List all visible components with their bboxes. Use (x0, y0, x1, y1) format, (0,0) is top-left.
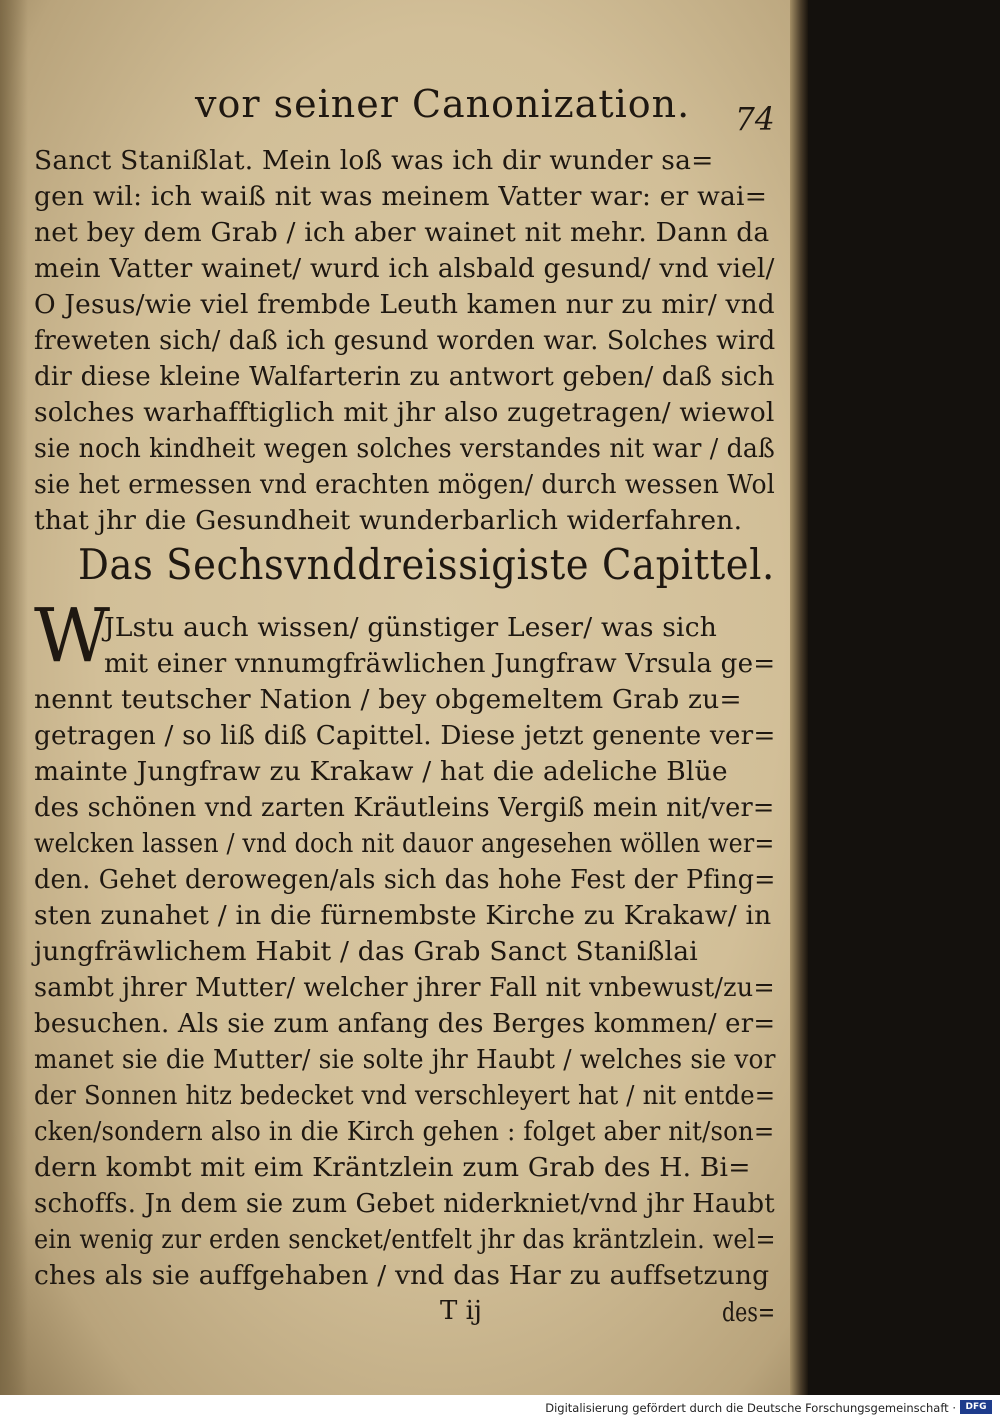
body-line: Sanct Stanißlat. Mein loß was ich dir wunder sa= (34, 145, 714, 176)
dfg-logo-icon: DFG (960, 1400, 992, 1414)
chapter-line: schoffs. Jn dem sie zum Gebet niderkniet/vnd jhr Haubt (34, 1188, 775, 1219)
chapter-line: der Sonnen hitz bedecket vnd verschleyert hat / nit entde= (34, 1080, 776, 1111)
chapter-line: den. Gehet derowegen/als sich das hohe Fest der Pfing= (34, 864, 776, 895)
chapter-line: dern kombt mit eim Kräntzlein zum Grab des H. Bi= (34, 1152, 751, 1183)
body-line: O Jesus/wie viel frembde Leuth kamen nur zu mir/ vnd (34, 289, 775, 320)
chapter-line: jungfräwlichem Habit / das Grab Sanct Stanißlai (34, 936, 698, 967)
chapter-line: getragen / so liß diß Capittel. Diese jetzt genente ver= (34, 720, 776, 751)
body-line: gen wil: ich waiß nit was meinem Vatter war: er wai= (34, 181, 768, 212)
body-line: that jhr die Gesundheit wunderbarlich widerfahren. (34, 505, 743, 536)
body-line: mein Vatter wainet/ wurd ich alsbald gesund/ vnd viel/ (34, 253, 775, 284)
chapter-line: des schönen vnd zarten Kräutleins Vergiß mein nit/ver= (34, 792, 775, 823)
page-gutter-shadow (0, 0, 28, 1395)
footer-bar (0, 1395, 1000, 1420)
chapter-line: manet sie die Mutter/ sie solte jhr Haubt / welches sie vor (34, 1044, 776, 1075)
chapter-line: besuchen. Als sie zum anfang des Berges kommen/ er= (34, 1008, 776, 1039)
page-edge-shadow (790, 0, 808, 1395)
chapter-line: sambt jhrer Mutter/ welcher jhrer Fall nit vnbewust/zu= (34, 972, 775, 1003)
chapter-line: cken/sondern also in die Kirch gehen : folget aber nit/son= (34, 1116, 775, 1147)
drop-cap-initial: W (34, 593, 111, 679)
chapter-line: ein wenig zur erden sencket/entfelt jhr das kräntzlein. wel= (34, 1224, 776, 1255)
body-line: sie het ermessen vnd erachten mögen/ durch wessen Wol (34, 469, 775, 500)
chapter-heading: Das Sechsvnddreissigiste Capittel. (78, 540, 775, 589)
footer-credit-text: Digitalisierung gefördert durch die Deutsche Forschungsgemeinschaft · (545, 1401, 956, 1415)
body-line: sie noch kindheit wegen solches verstandes nit war / daß (34, 433, 776, 464)
running-header-title: vor seiner Canonization. (195, 82, 691, 126)
body-line: dir diese kleine Walfarterin zu antwort geben/ daß sich (34, 361, 775, 392)
body-line: freweten sich/ daß ich gesund worden war. Solches wird (34, 325, 776, 356)
body-line: net bey dem Grab / ich aber wainet nit mehr. Dann da (34, 217, 770, 248)
page-number: 74 (735, 100, 775, 138)
chapter-line: sten zunahet / in die fürnembste Kirche zu Krakaw/ in (34, 900, 772, 931)
chapter-line: mainte Jungfraw zu Krakaw / hat die adeliche Blüe (34, 756, 728, 787)
signature-mark: T ij (440, 1296, 482, 1326)
chapter-line: nennt teutscher Nation / bey obgemeltem Grab zu= (34, 684, 742, 715)
chapter-line: welcken lassen / vnd doch nit dauor angesehen wöllen wer= (34, 828, 775, 859)
body-line: solches warhafftiglich mit jhr also zugetragen/ wiewol (34, 397, 775, 428)
chapter-line: JLstu auch wissen/ günstiger Leser/ was sich (104, 612, 718, 643)
chapter-line: ches als sie auffgehaben / vnd das Har zu auffsetzung (34, 1260, 770, 1291)
chapter-line: mit einer vnnumgfräwlichen Jungfraw Vrsula ge= (104, 648, 776, 679)
catchword: des= (722, 1298, 776, 1328)
